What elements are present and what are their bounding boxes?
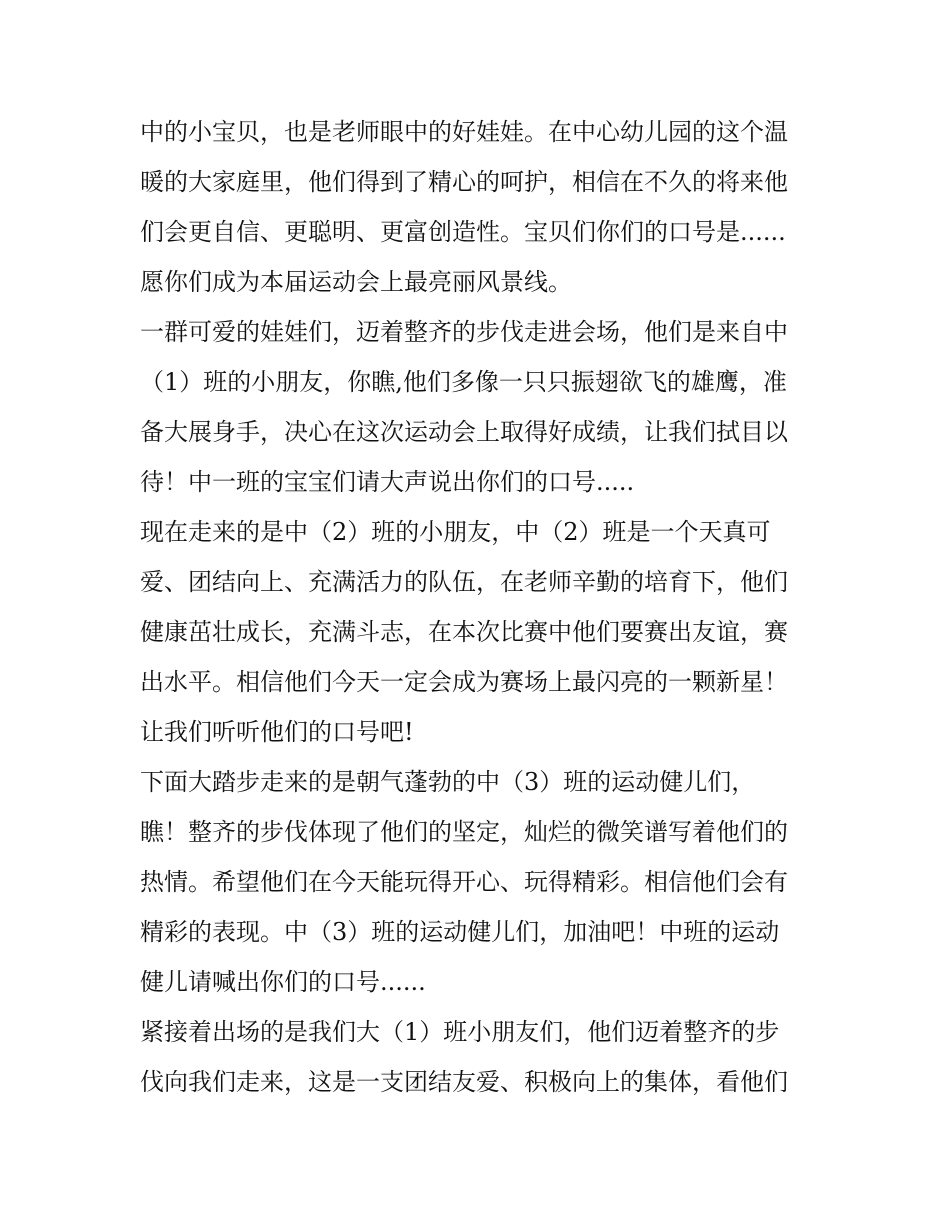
text-line: 现在走来的是中（2）班的小朋友，中（2）班是一个天真可 (140, 518, 771, 546)
text-line: 健儿请喊出你们的口号...... (140, 968, 426, 996)
body-text (140, 107, 820, 1107)
text-line: 暖的大家庭里，他们得到了精心的呵护，相信在不久的将来他 (140, 168, 788, 196)
text-line: （1）班的小朋友，你瞧,他们多像一只只振翅欲飞的雄鹰，准 (140, 368, 787, 396)
text-line: 下面大踏步走来的是朝气蓬勃的中（3）班的运动健儿们， (140, 768, 756, 796)
text-line: 愿你们成为本届运动会上最亮丽风景线。 (140, 268, 572, 296)
text-line: 待！中一班的宝宝们请大声说出你们的口号..... (140, 468, 635, 496)
text-line: 爱、团结向上、充满活力的队伍，在老师辛勤的培育下，他们 (140, 568, 788, 596)
text-line: 健康茁壮成长，充满斗志，在本次比赛中他们要赛出友谊，赛 (140, 618, 788, 646)
text-line: 精彩的表现。中（3）班的运动健儿们，加油吧！中班的运动 (140, 918, 780, 946)
text-line: 紧接着出场的是我们大（1）班小朋友们，他们迈着整齐的步 (140, 1018, 780, 1046)
text-line: 一群可爱的娃娃们，迈着整齐的步伐走进会场，他们是来自中 (140, 318, 788, 346)
text-line: 备大展身手，决心在这次运动会上取得好成绩，让我们拭目以 (140, 418, 788, 446)
text-line: 热情。希望他们在今天能玩得开心、玩得精彩。相信他们会有 (140, 868, 788, 896)
text-line: 瞧！整齐的步伐体现了他们的坚定，灿烂的微笑谱写着他们的 (140, 818, 788, 846)
text-line: 让我们听听他们的口号吧! (140, 718, 414, 746)
text-line: 中的小宝贝，也是老师眼中的好娃娃。在中心幼儿园的这个温 (140, 118, 788, 146)
text-line: 们会更自信、更聪明、更富创造性。宝贝们你们的口号是...... (140, 218, 786, 246)
text-line: 伐向我们走来，这是一支团结友爱、积极向上的集体，看他们 (140, 1068, 788, 1096)
text-line: 出水平。相信他们今天一定会成为赛场上最闪亮的一颗新星！ (140, 668, 788, 696)
